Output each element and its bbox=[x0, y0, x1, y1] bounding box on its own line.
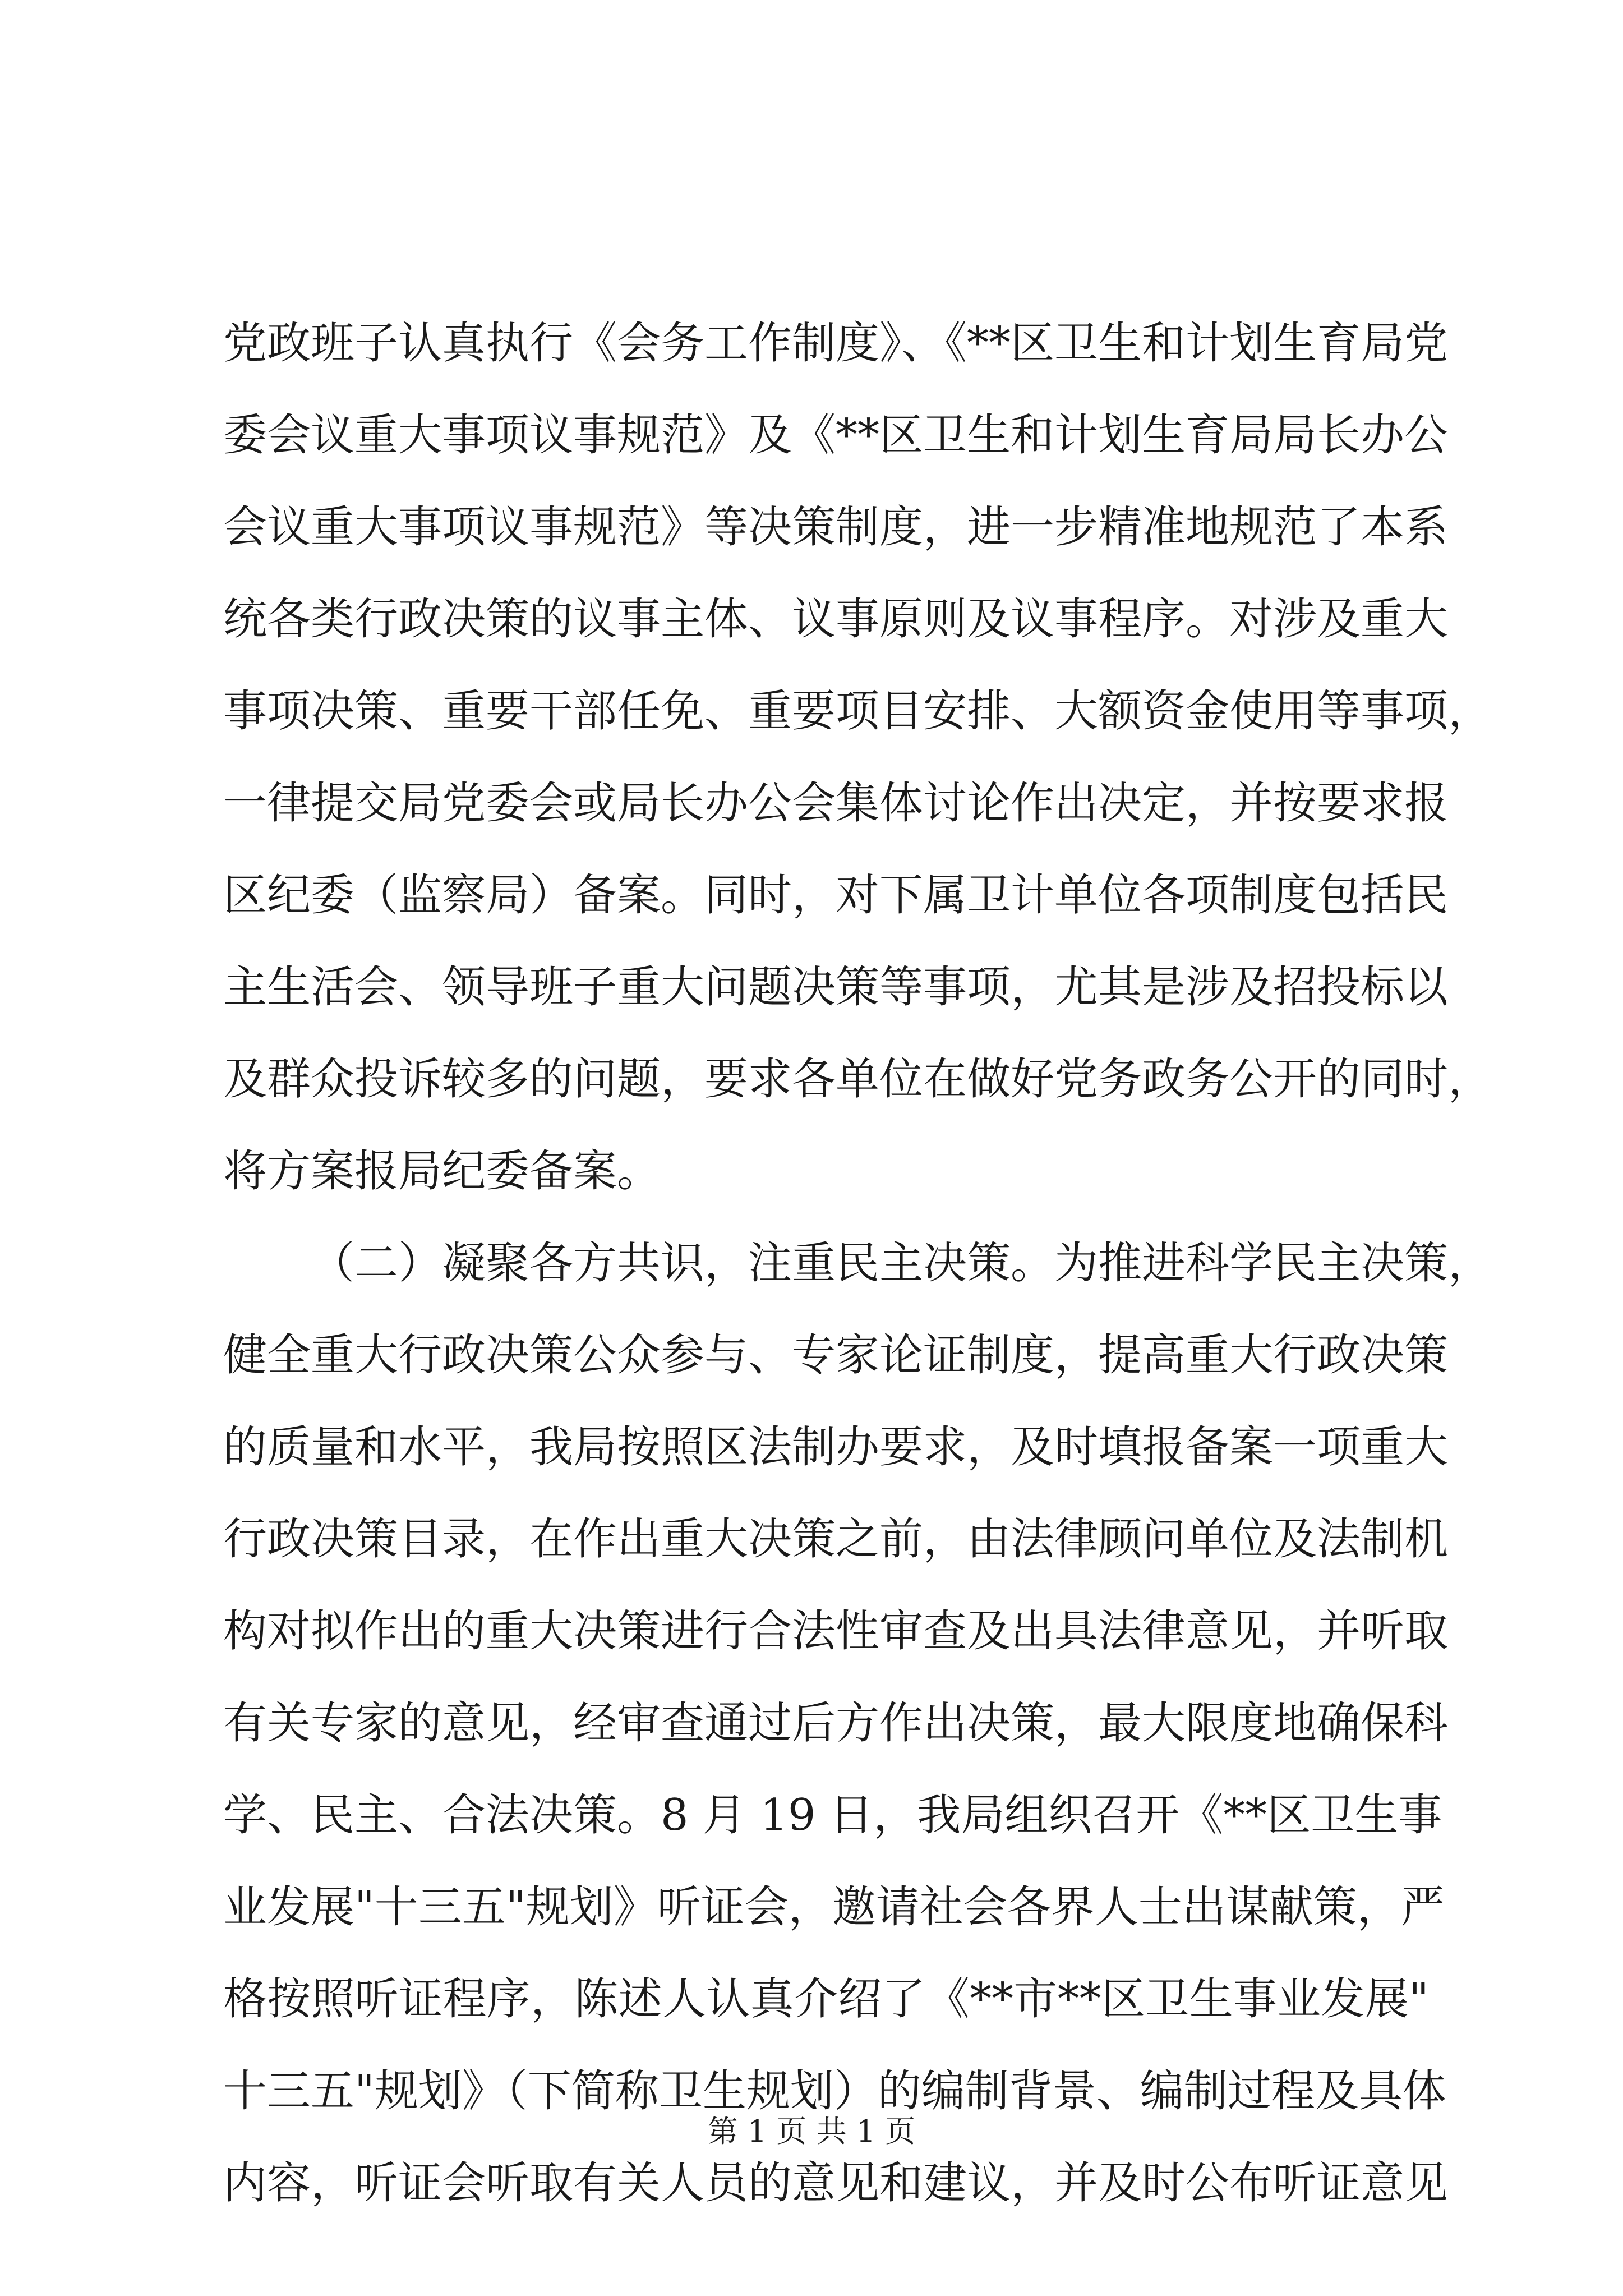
text-line: 将方案报局纪委备案。 bbox=[223, 1146, 661, 1197]
text-line: 格按照听证程序，陈述人认真介绍了《**市**区卫生事业发展" bbox=[223, 1974, 1429, 2024]
text-line: 健全重大行政决策公众参与、专家论证制度，提高重大行政决策 bbox=[223, 1330, 1449, 1381]
text-line: 及群众投诉较多的问题，要求各单位在做好党务政务公开的同时， bbox=[223, 1054, 1492, 1105]
text-line: 一律提交局党委会或局长办公会集体讨论作出决定，并按要求报 bbox=[223, 778, 1449, 829]
text-line: 学、民主、合法决策。8 月 19 日，我局组织召开《**区卫生事 bbox=[223, 1790, 1442, 1841]
text-line: 构对拟作出的重大决策进行合法性审查及出具法律意见，并听取 bbox=[223, 1606, 1449, 1657]
text-line: 会议重大事项议事规范》等决策制度，进一步精准地规范了本系 bbox=[223, 502, 1449, 553]
text-line: 主生活会、领导班子重大问题决策等事项，尤其是涉及招投标以 bbox=[223, 962, 1449, 1013]
section-heading-line: （二）凝聚各方共识，注重民主决策。为推进科学民主决策， bbox=[311, 1238, 1492, 1289]
text-line: 党政班子认真执行《会务工作制度》、《**区卫生和计划生育局党 bbox=[223, 318, 1449, 369]
text-line: 区纪委（监察局）备案。同时，对下属卫计单位各项制度包括民 bbox=[223, 870, 1449, 921]
text-line: 内容，听证会听取有关人员的意见和建议，并及时公布听证意见 bbox=[223, 2158, 1449, 2208]
text-line: 事项决策、重要干部任免、重要项目安排、大额资金使用等事项， bbox=[223, 686, 1492, 737]
text-line: 十三五"规划》（下简称卫生规划）的编制背景、编制过程及具体 bbox=[223, 2066, 1446, 2116]
text-line: 有关专家的意见，经审查通过后方作出决策，最大限度地确保科 bbox=[223, 1698, 1449, 1749]
text-line: 委会议重大事项议事规范》及《**区卫生和计划生育局局长办公 bbox=[223, 410, 1449, 461]
document-body bbox=[223, 297, 1492, 2229]
page-number-footer: 第 1 页 共 1 页 bbox=[707, 2114, 916, 2149]
text-line: 行政决策目录，在作出重大决策之前，由法律顾问单位及法制机 bbox=[223, 1514, 1449, 1565]
text-line: 统各类行政决策的议事主体、议事原则及议事程序。对涉及重大 bbox=[223, 594, 1449, 645]
text-line: 的质量和水平，我局按照区法制办要求，及时填报备案一项重大 bbox=[223, 1422, 1449, 1473]
text-line: 业发展"十三五"规划》听证会，邀请社会各界人士出谋献策，严 bbox=[223, 1882, 1445, 1932]
